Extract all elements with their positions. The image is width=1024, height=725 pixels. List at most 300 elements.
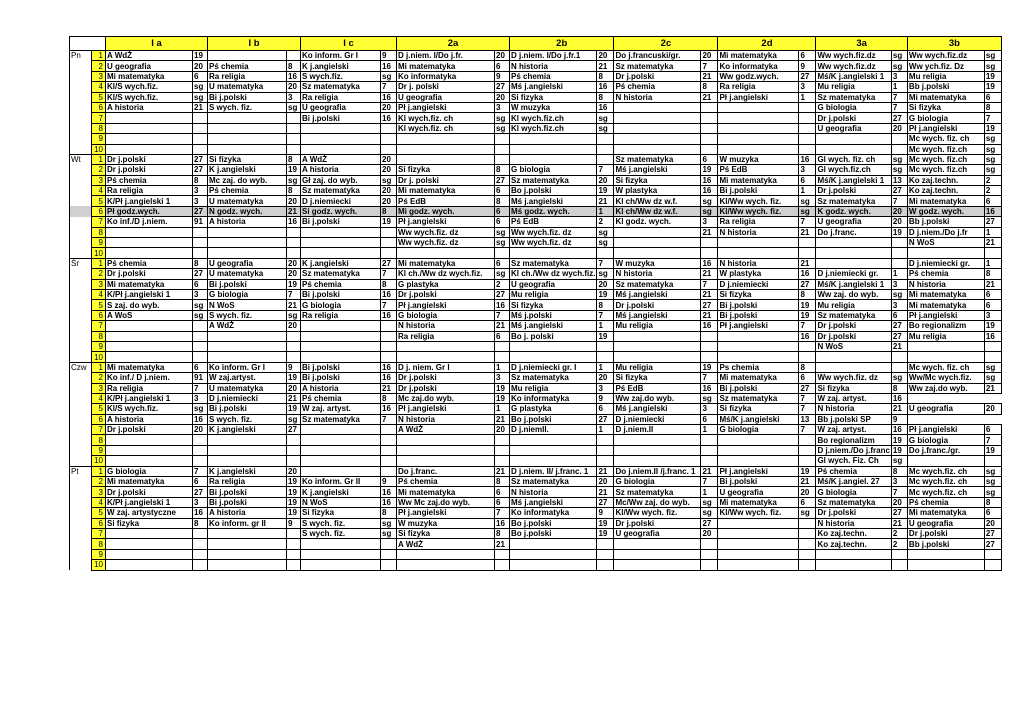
subject-cell: Ww wych.fiz.dz [816, 61, 891, 71]
subject-cell: Ko informatyka [510, 508, 597, 518]
room-cell: 8 [381, 393, 397, 403]
room-cell: 19 [799, 310, 816, 320]
day-label [70, 102, 92, 112]
subject-cell: Dr j.polski [106, 487, 193, 497]
subject-cell [907, 341, 984, 351]
subject-cell: Bo j.polski [510, 518, 597, 528]
class-header: 3a [816, 37, 907, 51]
room-cell: 21 [287, 393, 301, 403]
room-cell: 19 [287, 477, 301, 487]
lesson-row [70, 508, 1002, 518]
subject-cell: Gl wych. fiz. ch [816, 154, 891, 164]
subject-cell [301, 238, 381, 248]
room-cell: 16 [381, 113, 397, 123]
subject-cell: Pł j.angielski [907, 123, 984, 133]
room-cell: 6 [193, 71, 208, 81]
subject-cell: Bi j.polski [718, 186, 799, 196]
room-cell: 6 [984, 196, 1001, 206]
subject-cell: Ww/Mc wych.fiz. [907, 373, 984, 383]
room-cell [193, 539, 208, 549]
lesson-number: 6 [92, 518, 106, 528]
subject-cell: D j.niemiecki gr. [907, 258, 984, 268]
subject-cell: D j.niemiecki [614, 414, 701, 424]
subject-cell: Mu religia [614, 362, 701, 372]
subject-cell: U geografia [816, 217, 891, 227]
subject-cell [106, 238, 193, 248]
subject-cell: Ww wych.fiz. dz [397, 238, 495, 248]
room-cell: 27 [799, 279, 816, 289]
subject-cell: Bi j.polski [718, 310, 799, 320]
room-cell: 20 [287, 196, 301, 206]
room-cell: 7 [891, 92, 907, 102]
subject-cell: Ww godz.wych. [718, 71, 799, 81]
room-cell [597, 248, 614, 258]
subject-cell: U geografia [510, 279, 597, 289]
subject-cell: K j.angielski [208, 165, 287, 175]
room-cell: 8 [287, 186, 301, 196]
room-cell: 16 [597, 82, 614, 92]
subject-cell: Si fizyka [397, 165, 495, 175]
room-cell: sg [287, 102, 301, 112]
room-cell: 16 [193, 508, 208, 518]
subject-cell [510, 248, 597, 258]
room-cell: sg [193, 404, 208, 414]
subject-cell [106, 445, 193, 455]
subject-cell [907, 549, 984, 559]
room-cell: 16 [381, 404, 397, 414]
room-cell: 7 [799, 393, 816, 403]
subject-cell: Ww wych.fiz. dz [510, 227, 597, 237]
subject-cell: A WdŻ [397, 539, 495, 549]
room-cell: 7 [495, 508, 510, 518]
subject-cell: Dr j.polski [816, 508, 891, 518]
room-cell: 19 [984, 445, 1001, 455]
lesson-row [70, 456, 1002, 466]
room-cell: 6 [984, 508, 1001, 518]
room-cell: 20 [287, 258, 301, 268]
room-cell: 9 [287, 518, 301, 528]
room-cell [799, 435, 816, 445]
subject-cell [301, 144, 381, 154]
room-cell: 16 [891, 425, 907, 435]
room-cell: 27 [799, 71, 816, 81]
room-cell: 1 [597, 321, 614, 331]
subject-cell: Sz matematyka [614, 154, 701, 164]
room-cell: sg [984, 154, 1001, 164]
day-label [70, 269, 92, 279]
subject-cell: Pś chemia [208, 61, 287, 71]
room-cell: 3 [891, 279, 907, 289]
lesson-number: 8 [92, 435, 106, 445]
subject-cell: Pś EdB [718, 165, 799, 175]
room-cell: 3 [193, 289, 208, 299]
room-cell [701, 102, 718, 112]
subject-cell: A historia [301, 383, 381, 393]
room-cell [287, 113, 301, 123]
room-cell: 8 [701, 82, 718, 92]
room-cell: sg [984, 362, 1001, 372]
room-cell: 3 [701, 217, 718, 227]
room-cell: 20 [381, 196, 397, 206]
room-cell: 20 [193, 61, 208, 71]
subject-cell: D j.niem. II/ j.franc. 1 [510, 466, 597, 476]
subject-cell [106, 331, 193, 341]
room-cell: 21 [701, 310, 718, 320]
room-cell: 7 [381, 300, 397, 310]
room-cell [597, 341, 614, 351]
room-cell [799, 341, 816, 351]
room-cell: 3 [891, 300, 907, 310]
lesson-row [70, 196, 1002, 206]
room-cell [799, 445, 816, 455]
subject-cell [614, 248, 701, 258]
subject-cell [510, 560, 597, 570]
room-cell: 19 [984, 71, 1001, 81]
room-cell [799, 352, 816, 362]
day-label: Pn [70, 51, 92, 61]
room-cell [891, 248, 907, 258]
room-cell: 20 [984, 518, 1001, 528]
subject-cell [614, 341, 701, 351]
lesson-row [70, 393, 1002, 403]
subject-cell [718, 123, 799, 133]
room-cell [381, 248, 397, 258]
room-cell: 19 [287, 373, 301, 383]
day-label [70, 445, 92, 455]
subject-cell: D j.niemiecki [208, 393, 287, 403]
room-cell: 6 [891, 310, 907, 320]
subject-cell: U matematyka [208, 383, 287, 393]
subject-cell [718, 102, 799, 112]
room-cell: 19 [799, 300, 816, 310]
room-cell [381, 227, 397, 237]
subject-cell: G plastyka [510, 404, 597, 414]
subject-cell: N historia [397, 414, 495, 424]
room-cell: sg [984, 134, 1001, 144]
room-cell: 7 [597, 165, 614, 175]
room-cell [495, 549, 510, 559]
subject-cell: Bo j.polski [510, 186, 597, 196]
day-label [70, 456, 92, 466]
day-label [70, 560, 92, 570]
lesson-number: 5 [92, 508, 106, 518]
lesson-row [70, 165, 1002, 175]
subject-cell: Mś/K j.angiel. 27 [816, 477, 891, 487]
lesson-row [70, 217, 1002, 227]
subject-cell: Ko zaj.techn. [816, 539, 891, 549]
subject-cell [397, 435, 495, 445]
subject-cell: Mi matematyka [907, 508, 984, 518]
subject-cell [510, 144, 597, 154]
room-cell: 8 [891, 383, 907, 393]
subject-cell [397, 134, 495, 144]
subject-cell: Pł j.angielski [718, 466, 799, 476]
room-cell: 27 [193, 269, 208, 279]
room-cell: 1 [597, 362, 614, 372]
subject-cell: Ww zaj.do wyb. [614, 393, 701, 403]
subject-cell: Kl/S wych.fiz. [106, 82, 193, 92]
room-cell [193, 238, 208, 248]
room-cell: 27 [381, 258, 397, 268]
lesson-row [70, 123, 1002, 133]
subject-cell: Dr j.polski [106, 165, 193, 175]
room-cell [287, 341, 301, 351]
lesson-number: 7 [92, 528, 106, 538]
lesson-row [70, 310, 1002, 320]
subject-cell: Mu religia [614, 321, 701, 331]
room-cell: 20 [891, 497, 907, 507]
lesson-row [70, 186, 1002, 196]
subject-cell [301, 352, 381, 362]
room-cell [984, 248, 1001, 258]
room-cell: 20 [701, 528, 718, 538]
lesson-number: 4 [92, 393, 106, 403]
subject-cell: Pś chemia [907, 269, 984, 279]
day-label [70, 113, 92, 123]
class-header: 2c [614, 37, 718, 51]
subject-cell: D j.niemiecki gr. I [510, 362, 597, 372]
subject-cell [718, 331, 799, 341]
room-cell: 19 [287, 279, 301, 289]
room-cell [193, 560, 208, 570]
subject-cell: Bi j.polski [208, 487, 287, 497]
room-cell: 16 [381, 310, 397, 320]
subject-cell: Do j.franc. [816, 227, 891, 237]
subject-cell: Dr j.polski [614, 71, 701, 81]
room-cell: 8 [891, 466, 907, 476]
room-cell: 8 [193, 175, 208, 185]
room-cell [495, 445, 510, 455]
room-cell: 27 [597, 414, 614, 424]
subject-cell: Si godz. wych. [301, 206, 381, 216]
subject-cell: D j.niem./Do j.franc [817, 446, 890, 456]
room-cell: 7 [495, 310, 510, 320]
subject-cell: Si fizyka [718, 404, 799, 414]
lesson-row [70, 435, 1002, 445]
subject-cell: Bi j.polski [301, 113, 381, 123]
subject-cell [301, 425, 381, 435]
room-cell: sg [597, 123, 614, 133]
subject-cell: K j.angielski [208, 425, 287, 435]
room-cell: 1 [495, 362, 510, 372]
lesson-number: 4 [92, 497, 106, 507]
lesson-row [70, 549, 1002, 559]
class-header: 2b [510, 37, 614, 51]
subject-cell: A WoS [106, 310, 193, 320]
subject-cell: Mi godz. wych. [397, 206, 495, 216]
subject-cell: U geografia [907, 404, 984, 414]
room-cell: sg [381, 528, 397, 538]
room-cell: 7 [381, 82, 397, 92]
day-label [70, 425, 92, 435]
room-cell: 9 [381, 477, 397, 487]
subject-cell: Mi matematyka [397, 258, 495, 268]
subject-cell: D j.niem./Do j.fr [907, 227, 984, 237]
subject-cell [510, 352, 597, 362]
lesson-number: 7 [92, 113, 106, 123]
subject-cell [301, 248, 381, 258]
day-label [70, 165, 92, 175]
subject-cell: Dr j.polski [816, 186, 891, 196]
room-cell: 16 [495, 518, 510, 528]
room-cell: 16 [799, 269, 816, 279]
room-cell: sg [701, 508, 718, 518]
room-cell [597, 134, 614, 144]
subject-cell: Pś EdB [510, 217, 597, 227]
subject-cell: G biologia [816, 487, 891, 497]
lesson-row [70, 321, 1002, 331]
subject-cell [718, 134, 799, 144]
subject-cell: W zaj. artystyczne [106, 508, 193, 518]
lesson-number: 5 [92, 404, 106, 414]
room-cell: 21 [984, 279, 1001, 289]
class-header: I c [301, 37, 397, 51]
lesson-number: 6 [92, 310, 106, 320]
subject-cell: Ko inform. Gr II [301, 477, 381, 487]
subject-cell [106, 352, 193, 362]
subject-cell [510, 539, 597, 549]
day-label [70, 92, 92, 102]
room-cell: 20 [287, 466, 301, 476]
room-cell: sg [287, 175, 301, 185]
subject-cell: Sz matematyka [816, 92, 891, 102]
lesson-number: 9 [92, 341, 106, 351]
subject-cell: Dr j.polski [816, 331, 891, 341]
subject-cell: A WdŻ [301, 154, 381, 164]
lesson-number: 3 [92, 175, 106, 185]
room-cell: sg [597, 227, 614, 237]
subject-cell [208, 341, 287, 351]
lesson-number: 9 [92, 445, 106, 455]
room-cell [193, 321, 208, 331]
subject-cell: Bi j.polski [718, 383, 799, 393]
lesson-row [70, 528, 1002, 538]
room-cell: 19 [701, 362, 718, 372]
day-label [70, 539, 92, 549]
room-cell: sg [193, 300, 208, 310]
room-cell: 7 [984, 435, 1001, 445]
subject-cell [106, 144, 193, 154]
subject-cell: D j.niem.II [614, 425, 701, 435]
subject-cell [208, 113, 287, 123]
subject-cell [208, 528, 287, 538]
subject-cell [208, 456, 287, 466]
day-label [70, 248, 92, 258]
subject-cell [301, 549, 381, 559]
subject-cell [907, 248, 984, 258]
room-cell: 8 [597, 92, 614, 102]
room-cell: 19 [287, 497, 301, 507]
day-label [70, 186, 92, 196]
subject-cell: N historia [816, 404, 891, 414]
subject-cell: G biologia [907, 113, 984, 123]
room-cell: 20 [381, 165, 397, 175]
room-cell: 7 [701, 279, 718, 289]
room-cell [799, 134, 816, 144]
subject-cell [816, 549, 891, 559]
subject-cell: W plastyka [718, 269, 799, 279]
subject-cell: W zaj. artyst. [816, 393, 891, 403]
room-cell: 1 [597, 206, 614, 216]
room-cell [984, 456, 1001, 466]
room-cell: 7 [287, 289, 301, 299]
lesson-number: 2 [92, 269, 106, 279]
room-cell [287, 352, 301, 362]
room-cell: 9 [891, 414, 907, 424]
room-cell: 19 [984, 321, 1001, 331]
room-cell: 1 [701, 425, 718, 435]
subject-cell [907, 560, 984, 570]
room-cell: 20 [495, 92, 510, 102]
room-cell: 7 [381, 414, 397, 424]
room-cell [287, 51, 301, 61]
subject-cell: Kl wych.fiz.ch [510, 113, 597, 123]
subject-cell [614, 456, 701, 466]
room-cell: 27 [495, 82, 510, 92]
room-cell: 27 [799, 383, 816, 393]
room-cell: 8 [381, 279, 397, 289]
room-cell [495, 456, 510, 466]
subject-cell: U matematyka [208, 269, 287, 279]
subject-cell: Pś chemia [301, 393, 381, 403]
room-cell: 20 [984, 404, 1001, 414]
room-cell: 21 [495, 321, 510, 331]
room-cell: 1 [799, 92, 816, 102]
room-cell: 3 [891, 71, 907, 81]
subject-cell: U matematyka [208, 82, 287, 92]
subject-cell: Dr j.polski [907, 528, 984, 538]
subject-cell: S wych. fiz. [208, 310, 287, 320]
subject-cell: Mi matematyka [397, 487, 495, 497]
subject-cell [301, 321, 381, 331]
room-cell [597, 154, 614, 164]
lesson-number: 4 [92, 186, 106, 196]
room-cell: 19 [287, 487, 301, 497]
subject-cell: A historia [208, 508, 287, 518]
room-cell: 6 [984, 92, 1001, 102]
room-cell: 20 [597, 175, 614, 185]
subject-cell: Pś chemia [614, 82, 701, 92]
subject-cell: Mc wych. fiz.ch [907, 165, 984, 175]
subject-cell: Kl/S wych.fiz. [106, 404, 193, 414]
room-cell: 21 [597, 196, 614, 206]
subject-cell: G biologia [397, 310, 495, 320]
subject-cell: D j.niem. I/Do j.fr. [397, 51, 495, 61]
room-cell: 8 [193, 258, 208, 268]
lesson-row [70, 300, 1002, 310]
subject-cell: Mi matematyka [106, 279, 193, 289]
day-label [70, 352, 92, 362]
room-cell: 91 [193, 217, 208, 227]
room-cell: 6 [495, 487, 510, 497]
room-cell [193, 549, 208, 559]
subject-cell: Bi j.polski [208, 404, 287, 414]
room-cell: sg [984, 373, 1001, 383]
subject-cell: N WoS [301, 497, 381, 507]
room-cell: 7 [701, 477, 718, 487]
room-cell [287, 435, 301, 445]
room-cell [984, 549, 1001, 559]
room-cell: 20 [597, 51, 614, 61]
subject-cell: Mi matematyka [106, 477, 193, 487]
room-cell: 21 [597, 61, 614, 71]
day-label [70, 508, 92, 518]
room-cell [799, 248, 816, 258]
subject-cell [397, 560, 495, 570]
subject-cell: Pł j.angielski [907, 425, 984, 435]
class-header: 2d [718, 37, 816, 51]
lesson-number: 9 [92, 134, 106, 144]
